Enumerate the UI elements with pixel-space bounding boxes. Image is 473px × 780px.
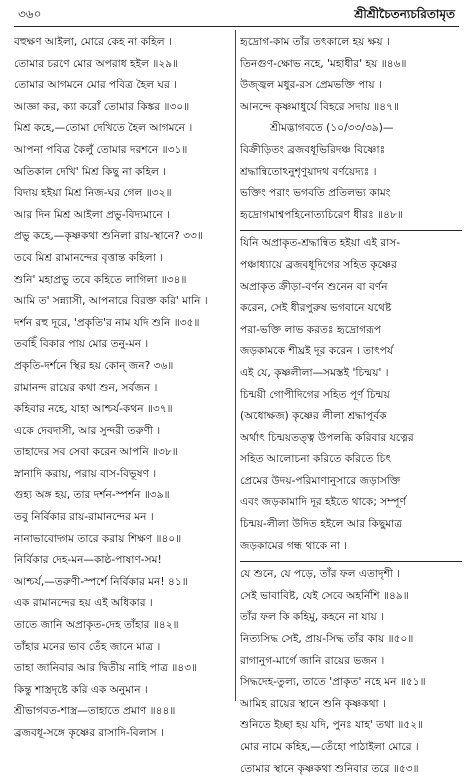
translation-line: করেন, সেই ধীরপুরুষ ভগবানে যথেষ্ট: [240, 302, 392, 315]
verse-line: নির্বিকার দেহ-মন—কাষ্ঠ-পাষাণ-সম!: [14, 554, 162, 567]
verse-line: রামানন্দ রায়ের কথা শুন, সর্বজন ।: [14, 381, 158, 394]
verse-line: আনন্দে কৃষ্ণমাধুর্যে বিহরে সদায় ॥৪৭॥: [240, 100, 399, 113]
verse-line: বিদায় হইয়া মিশ্র নিজ-ঘর গেল ॥৩২॥: [14, 187, 172, 200]
verse-line: তবহিঁ বিকার পায় মোর তনু-মন ।: [14, 338, 149, 351]
verse-line: আজ্ঞা কর, ক্যা করোঁ তোমার কিঙ্কর ॥৩০॥: [14, 100, 190, 113]
verse-line: শুনিতে ইচ্ছা হয় যদি, পুনঃ যাহ' তথা ॥৫২॥: [240, 719, 424, 732]
verse-line: প্রকৃতি-দর্শনে স্থির হয় কোন্ জন? ৩৬॥: [14, 359, 174, 372]
sanskrit-line: হৃদ্রোগমাশ্বপহিনোত্যচিরেণ ধীরঃ ॥৪৮॥: [240, 208, 403, 221]
verse-line: উজ্জ্বল মধুর-রস প্রেমভক্তি পায় ।: [240, 79, 382, 92]
verse-line: আর দিন মিশ্র আইলা প্রভু-বিদ্যমানে ।: [14, 208, 170, 221]
verse-line: আমিহ রায়ের স্থানে শুনি কৃষ্ণকথা ।: [240, 697, 386, 710]
translation-line: যিনি অপ্রাকৃত-শ্রদ্ধান্বিত হইয়া এই রাস-: [240, 237, 401, 250]
verse-line: আশ্চর্য,—তরুণী-স্পর্শে নির্বিকার মন! ৪১॥: [14, 575, 188, 588]
sanskrit-line: বিক্রীড়িতং ব্রজবধূভিরিদঞ্চ বিষ্ণোঃ: [240, 143, 386, 156]
right-column: [240, 32, 462, 780]
verse-line: তবে মিশ্র রামানন্দের বৃত্তান্ত কহিলা ।: [14, 251, 163, 264]
translation-line: এবং জড়কামাদি দূর হইতে থাকে; সম্পূর্ণ: [240, 496, 406, 509]
verse-line: বহুক্ষণ আইলা, মোরে কেহ না কহিল ।: [14, 36, 172, 48]
verse-line: তবু নির্বিকার রায়-রামানন্দের মন ।: [14, 511, 154, 524]
translation-line: জড়কামের গন্ধ থাকে না ।: [240, 539, 348, 552]
translation-line: এই যে, কৃষ্ণলীলা—সমস্তই 'চিন্ময়' ।: [240, 366, 389, 379]
verse-line: তোমার স্থানে কৃষ্ণকথা শুনিবার তরে ॥৫৩॥: [240, 762, 419, 775]
translation-line: চিন্ময়-লীলা উদিত হইলে আর কিছুমাত্র: [240, 518, 402, 531]
translation-line: পরা-ভক্তি লাভ করতঃ হৃদ্রোগরূপ: [240, 323, 382, 336]
section-divider: [240, 561, 462, 562]
verse-line: আপনা পবিত্র কৈলুঁ তোমার দরশনে ॥৩১॥: [14, 143, 188, 156]
verse-line: এক রামানন্দের হয় এই অধিকার ।: [14, 597, 153, 610]
left-column: [14, 32, 232, 745]
verse-line: শুনি' মহাপ্রভু তবে কহিতে লাগিলা ॥৩৪॥: [14, 273, 187, 286]
section-divider: [240, 230, 462, 231]
verse-line: সিদ্ধদেহ-তুল্য, তাতে 'প্রাকৃত' নহে মন ॥৫১॥: [240, 676, 426, 689]
verse-line: সেই ভাবাবিষ্ট, যেই সেবে অহর্নিশি ॥৪৯॥: [240, 589, 409, 602]
verse-line: একে দেবদাসী, আর সুন্দরী তরুণী ।: [14, 424, 161, 437]
verse-line: শ্রীভাগবত-শাস্ত্র—তাহাতে প্রমাণ ॥৪৪॥: [14, 705, 176, 718]
verse-line: হৃদ্রোগ-কাম তাঁর তৎকালে হয় ক্ষয় ।: [240, 36, 390, 48]
translation-line: অপ্রাকৃত ক্রীড়া-বর্ণন শুনেন বা বর্ণন: [240, 280, 388, 293]
translation-line: (অধোক্ষজ) কৃষ্ণের লীলা শ্রদ্ধাপূর্বক: [240, 410, 387, 423]
verse-line: ব্রজবধূ-সঙ্গে কৃষ্ণের রাসাদি-বিলাস ।: [14, 727, 164, 739]
running-title: শ্রীশ্রীচৈতন্যচরিতামৃত: [354, 7, 455, 21]
verse-line: তোমার চরণে মোর অপরাধ হইল ॥২৯॥: [14, 57, 179, 70]
verse-line: প্রভু কহে,—কৃষ্ণকথা শুনিলা রায়-স্থানে? ৩৩॥: [14, 230, 203, 243]
verse-line: তাহা জানিবার আর দ্বিতীয় নাহি পাত্র ॥৪৩॥: [14, 662, 198, 675]
verse-line: তাঁহার মনের ভাব তেঁহ জানে মাত্র ।: [14, 640, 161, 653]
translation-line: চিন্ময়ী গোপীদিগের সহিত পূর্ণ চিন্ময়: [240, 388, 390, 401]
verse-line: স্নানাদি করায়, পরায় বাস-বিভূষণ ।: [14, 467, 157, 480]
verse-line: মিশ্র কহে,—তোমা দেখিতে হৈল আগমনে ।: [14, 122, 193, 135]
scripture-citation: শ্রীমদ্ভাগবতে (১০/৩৩/৩৯)—: [270, 122, 394, 135]
translation-line: সহিত আলোচনা করিতে করিতে চিৎ: [240, 453, 392, 466]
verse-line: তাঁর ফল কি কহিমু, কহনে না যায় ।: [240, 611, 384, 624]
verse-line: যে শুনে, যে পড়ে, তাঁর ফল এতাদৃশী ।: [240, 568, 401, 581]
verse-line: অতিকাল দেখি' মিশ্র কিছু না কহিল ।: [14, 165, 167, 178]
sanskrit-line: ভক্তিং পরাং ভগবতি প্রতিলভ্য কামং: [240, 187, 391, 200]
verse-line: নানাভাবোদ্গম তারে করায় শিক্ষণ ॥৪০॥: [14, 532, 182, 545]
page-number: ৩৬০: [18, 7, 42, 21]
verse-line: তিনগুণ-ক্ষোভ নহে, 'মহাধীর' হয় ॥৪৬॥: [240, 57, 407, 70]
verse-line: তাহাদের সব সেবা করেন আপনি ॥৩৮॥: [14, 446, 178, 459]
translation-line: প্রেমের উদয়-পরিমাণানুসারে জড়াসক্তি: [240, 474, 401, 487]
translation-line: পঞ্চাধ্যায়ে ব্রজবধূদিগের সহিত কৃষ্ণের: [240, 258, 397, 271]
verse-line: গুহ্য অঙ্গ হয়, তার দর্শন-স্পর্শন ॥৩৯॥: [14, 489, 170, 502]
verse-line: নিত্যসিদ্ধ সেই, প্রায়-সিদ্ধ তাঁর কায় ॥৫০॥: [240, 633, 414, 646]
verse-line: কহিবার নহে, যাহা আশ্চর্য-কথন ॥৩৭॥: [14, 403, 173, 416]
verse-line: কিন্তু শাস্ত্রদৃষ্টে করি এক অনুমান ।: [14, 683, 148, 696]
verse-line: তোমার আগমনে মোর পবিত্র হৈল ঘর ।: [14, 79, 177, 92]
sanskrit-line: শ্রদ্ধান্বিতোঽনুশৃণুয়াদথ বর্ণয়েদ্যঃ ।: [240, 165, 377, 178]
verse-line: আমি ত' সন্ন্যাসী, আপনারে বিরক্ত করি' মানি ।: [14, 295, 208, 308]
translation-line: জড়কামকে শীঘ্রই দূর করেন । তাৎপর্য: [240, 345, 394, 358]
verse-line: মোর নামে কহিহ,—তেঁহো পাঠাইলা মোরে ।: [240, 741, 419, 753]
verse-line: তাতে জানি অপ্রাকৃত-দেহ তাঁহার ॥৪২॥: [14, 619, 179, 632]
column-separator: [235, 30, 236, 701]
verse-line: দর্শন রহু দূরে, 'প্রকৃতি'র নাম যদি শুনি ॥৩৫॥: [14, 316, 200, 329]
translation-line: অর্থাৎ চিন্ময়তত্ত্ব উপলব্ধি করিবার যত্নের: [240, 431, 414, 444]
verse-line: রাগানুগ-মার্গে জানি রায়ের ভজন ।: [240, 654, 385, 667]
header-rule: [14, 26, 459, 27]
